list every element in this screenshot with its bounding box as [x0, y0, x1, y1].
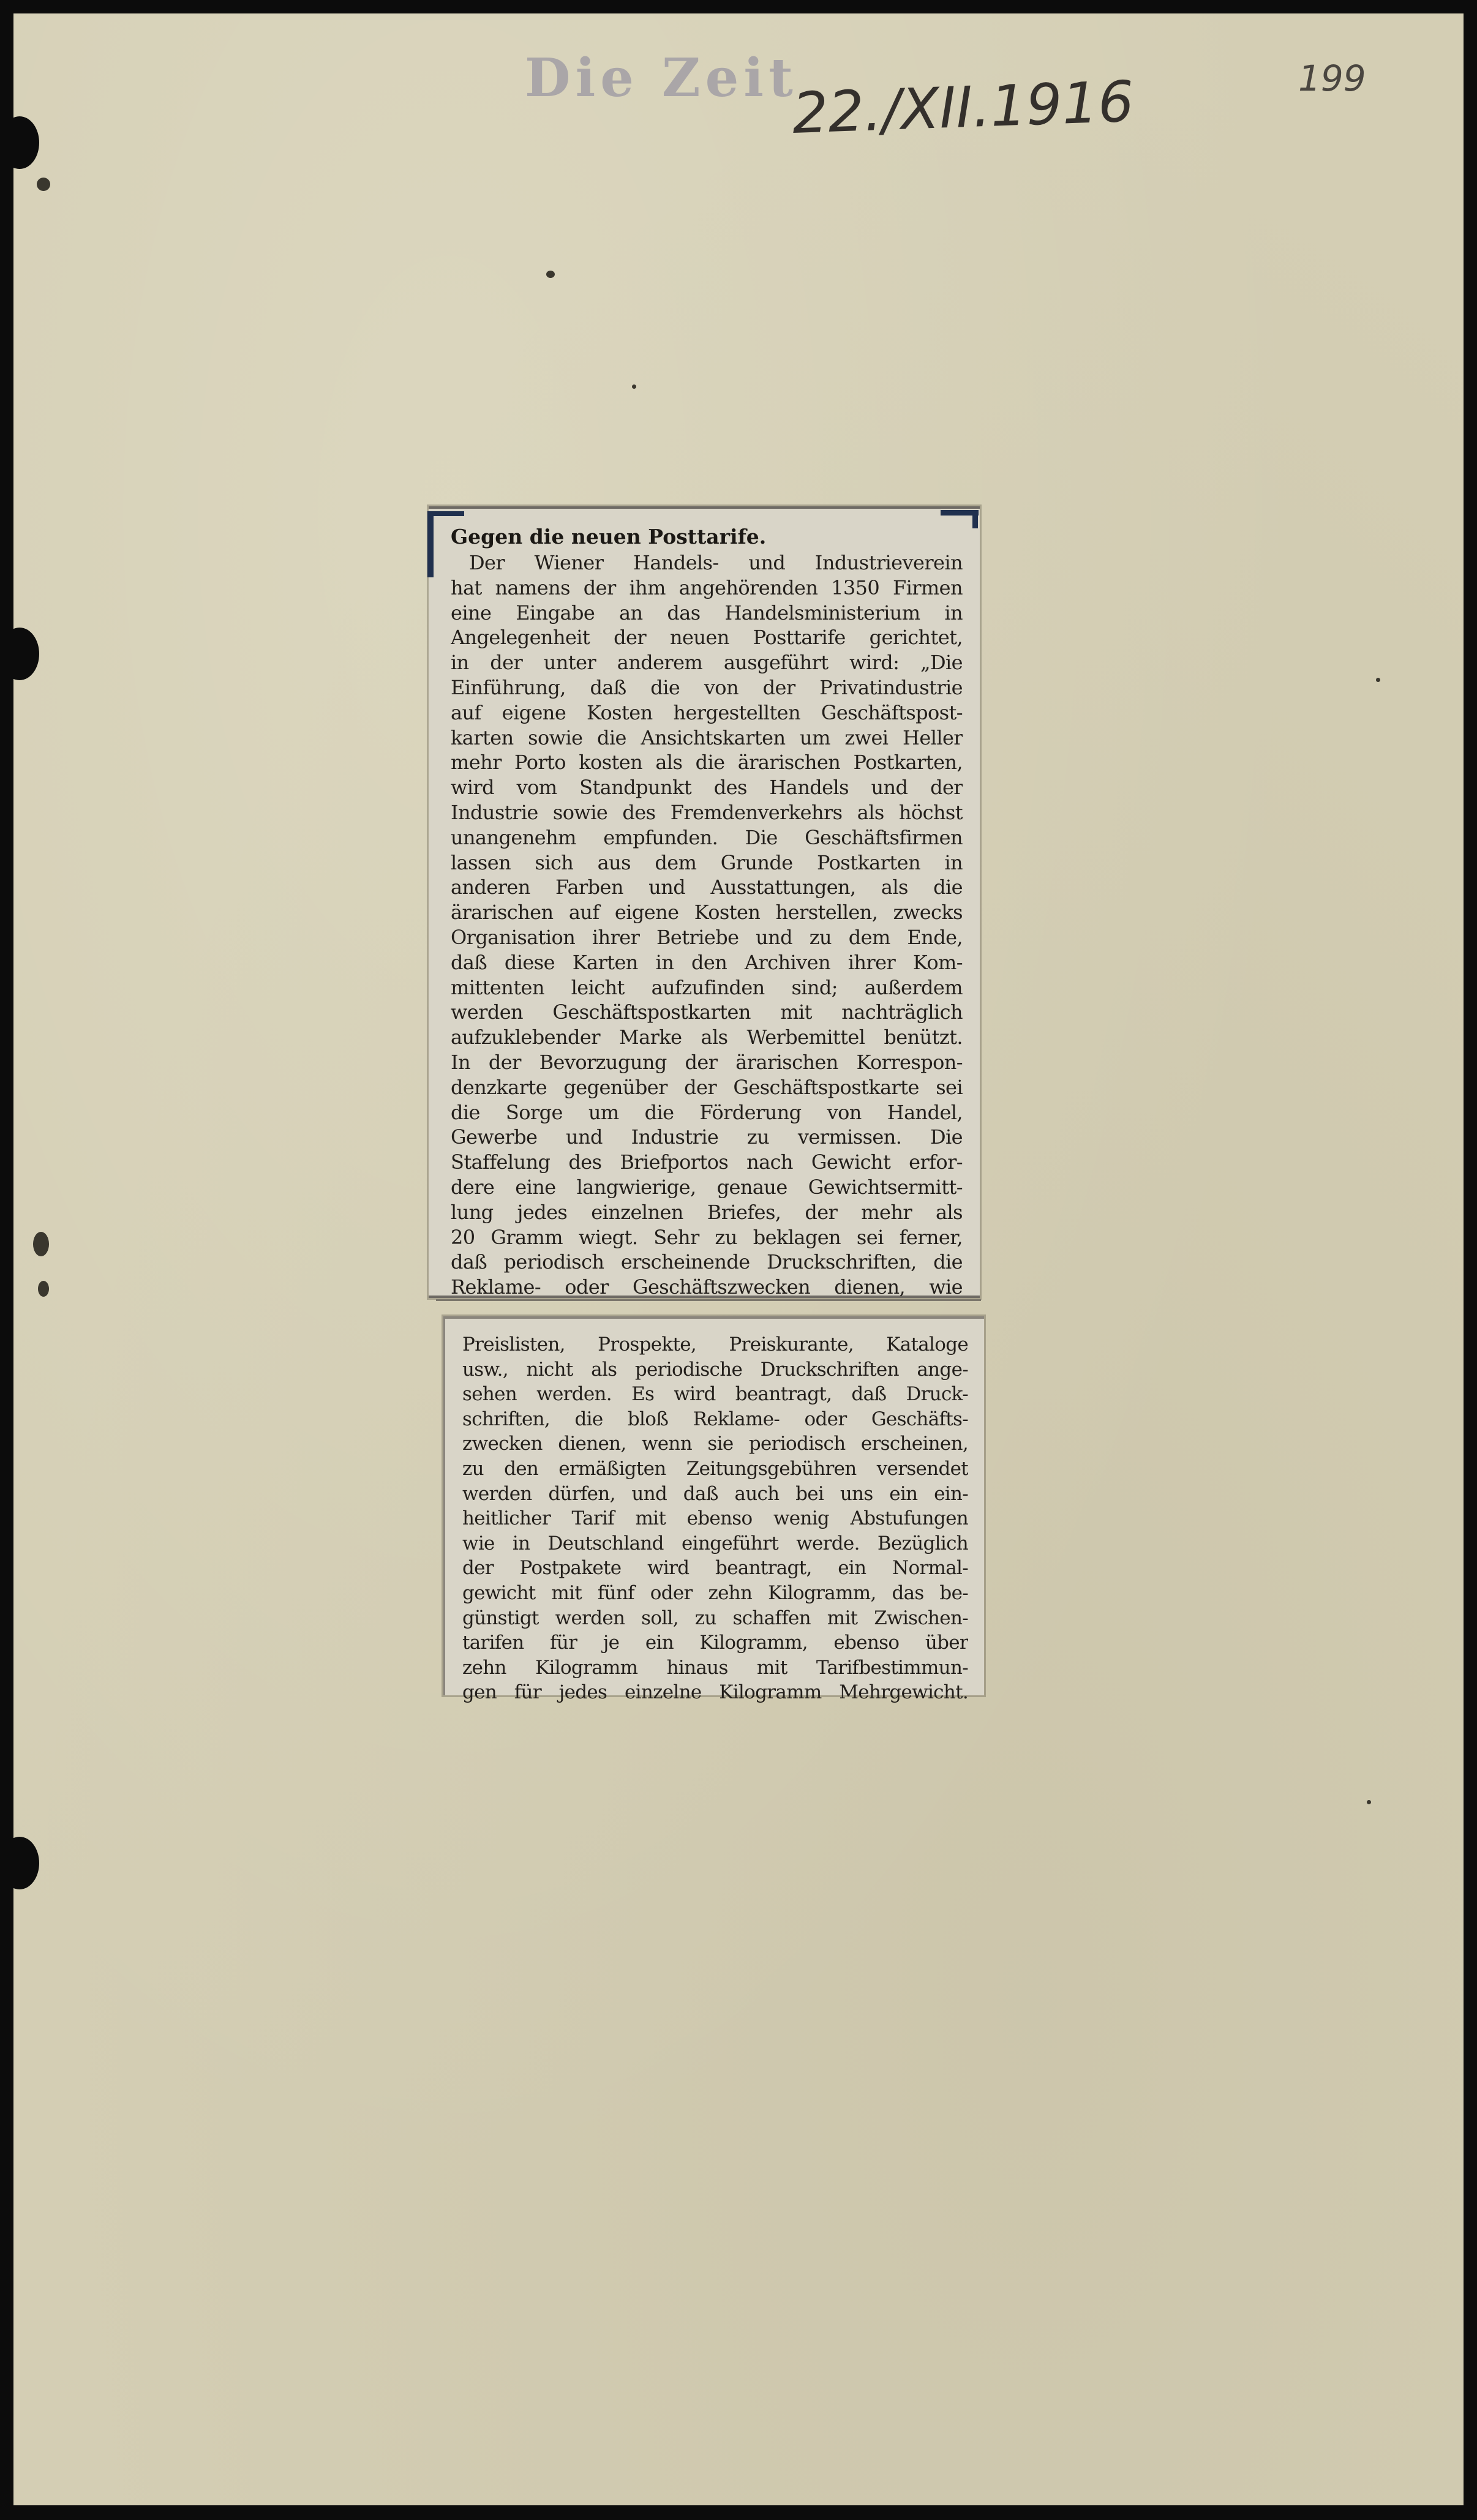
- speck: [1376, 678, 1380, 682]
- article-line: Industrie sowie des Fremdenverkehrs als höchst: [451, 800, 963, 824]
- clipping-divider: [436, 1299, 981, 1301]
- article-line: hat namens der ihm angehörenden 1350 Firmen: [451, 576, 963, 599]
- ink-mark: [427, 511, 464, 516]
- archive-sheet: [13, 13, 1464, 2505]
- clipping-second-column: [443, 1316, 984, 1704]
- speck: [38, 1281, 49, 1297]
- article-line: lassen sich aus dem Grunde Postkarten in: [451, 850, 963, 874]
- article-line: günstigt werden soll, zu schaffen mit Zwischen-: [462, 1607, 968, 1629]
- speck: [1367, 1800, 1371, 1804]
- article-line: zehn Kilogramm hinaus mit Tarifbestimmun-: [462, 1656, 968, 1679]
- article-line: anderen Farben und Ausstattungen, als die: [451, 876, 963, 899]
- punch-hole-upper-middle: [13, 628, 39, 680]
- article-line: Organisation ihrer Betriebe und zu dem Ende,: [451, 925, 963, 949]
- article-line: karten sowie die Ansichtskarten um zwei Heller: [451, 726, 963, 749]
- article-line: sehen werden. Es wird beantragt, daß Druck-: [462, 1383, 968, 1406]
- article-line: dere eine langwierige, genaue Gewichtsermitt-: [451, 1175, 963, 1199]
- article-line: tarifen für je ein Kilogramm, ebenso über: [462, 1632, 968, 1654]
- article-line: lung jedes einzelnen Briefes, der mehr als: [451, 1200, 963, 1224]
- article-line: daß periodisch erscheinende Druckschriften, die: [451, 1250, 963, 1274]
- article-line: zu den ermäßigten Zeitungsgebühren versendet: [462, 1457, 968, 1480]
- page-number: 199: [1298, 58, 1366, 99]
- article-line: die Sorge um die Förderung von Handel,: [451, 1100, 963, 1124]
- speck: [37, 178, 50, 191]
- ink-mark: [427, 511, 434, 577]
- article-line: unangenehm empfunden. Die Geschäftsfirmen: [451, 825, 963, 849]
- speck: [546, 271, 555, 278]
- clipping-first-column: [429, 506, 980, 1298]
- article-line: werden Geschäftspostkarten mit nachträglich: [451, 1000, 963, 1024]
- article-line: ärarischen auf eigene Kosten herstellen, zwecks: [451, 901, 963, 924]
- article-line: in der unter anderem ausgeführt wird: „Die: [451, 651, 963, 675]
- punch-hole-lower-middle: [13, 1837, 39, 1889]
- article-line: denzkarte gegenüber der Geschäftspostkarte sei: [451, 1075, 963, 1099]
- article-line: daß diese Karten in den Archiven ihrer Kom-: [451, 950, 963, 974]
- speck: [33, 1232, 49, 1256]
- article-line: der Postpakete wird beantragt, ein Normal-: [462, 1557, 968, 1580]
- article-line: Angelegenheit der neuen Posttarife gerichtet,: [451, 626, 963, 650]
- article-line: heitlicher Tarif mit ebenso wenig Abstufungen: [462, 1507, 968, 1530]
- article-line: Der Wiener Handels- und Industrieverein: [469, 551, 963, 574]
- article-line: Staffelung des Briefportos nach Gewicht erfor-: [451, 1150, 963, 1174]
- article-line: schriften, die bloß Reklame- oder Geschäfts-: [462, 1408, 968, 1430]
- article-line: mittenten leicht aufzufinden sind; außerdem: [451, 975, 963, 999]
- article-line: auf eigene Kosten hergestellten Geschäftspost-: [451, 700, 963, 724]
- ink-mark: [972, 510, 978, 528]
- article-line: eine Eingabe an das Handelsministerium in: [451, 601, 963, 624]
- article-line: Reklame- oder Geschäftszwecken dienen, wie: [451, 1275, 963, 1299]
- article-line: Preislisten, Prospekte, Preiskurante, Kataloge: [462, 1333, 968, 1356]
- article-line: mehr Porto kosten als die ärarischen Postkarten,: [451, 751, 963, 774]
- article-line: aufzuklebender Marke als Werbemittel benützt.: [451, 1026, 963, 1049]
- article-line: usw., nicht als periodische Druckschriften ange-: [462, 1358, 968, 1381]
- article-line: gewicht mit fünf oder zehn Kilogramm, das be-: [462, 1581, 968, 1604]
- article-line: Gewerbe und Industrie zu vermissen. Die: [451, 1125, 963, 1149]
- speck: [632, 384, 636, 389]
- article-line: In der Bevorzugung der ärarischen Korrespon-: [451, 1050, 963, 1074]
- handwritten-date: 22./XII.1916: [791, 69, 1135, 146]
- newspaper-stamp: Die Zeit: [525, 47, 798, 109]
- article-line: wird vom Standpunkt des Handels und der: [451, 776, 963, 800]
- article-line: gen für jedes einzelne Kilogramm Mehrgewicht.: [462, 1681, 968, 1704]
- article-line: wie in Deutschland eingeführt werde. Bezüglich: [462, 1532, 968, 1554]
- punch-hole-top: [13, 116, 39, 169]
- article-line: werden dürfen, und daß auch bei uns ein ein-: [462, 1482, 968, 1505]
- article-headline: Gegen die neuen Posttarife.: [451, 525, 767, 549]
- article-line: Einführung, daß die von der Privatindustrie: [451, 675, 963, 699]
- article-line: 20 Gramm wiegt. Sehr zu beklagen sei ferner,: [451, 1225, 963, 1249]
- article-line: zwecken dienen, wenn sie periodisch erscheinen,: [462, 1433, 968, 1455]
